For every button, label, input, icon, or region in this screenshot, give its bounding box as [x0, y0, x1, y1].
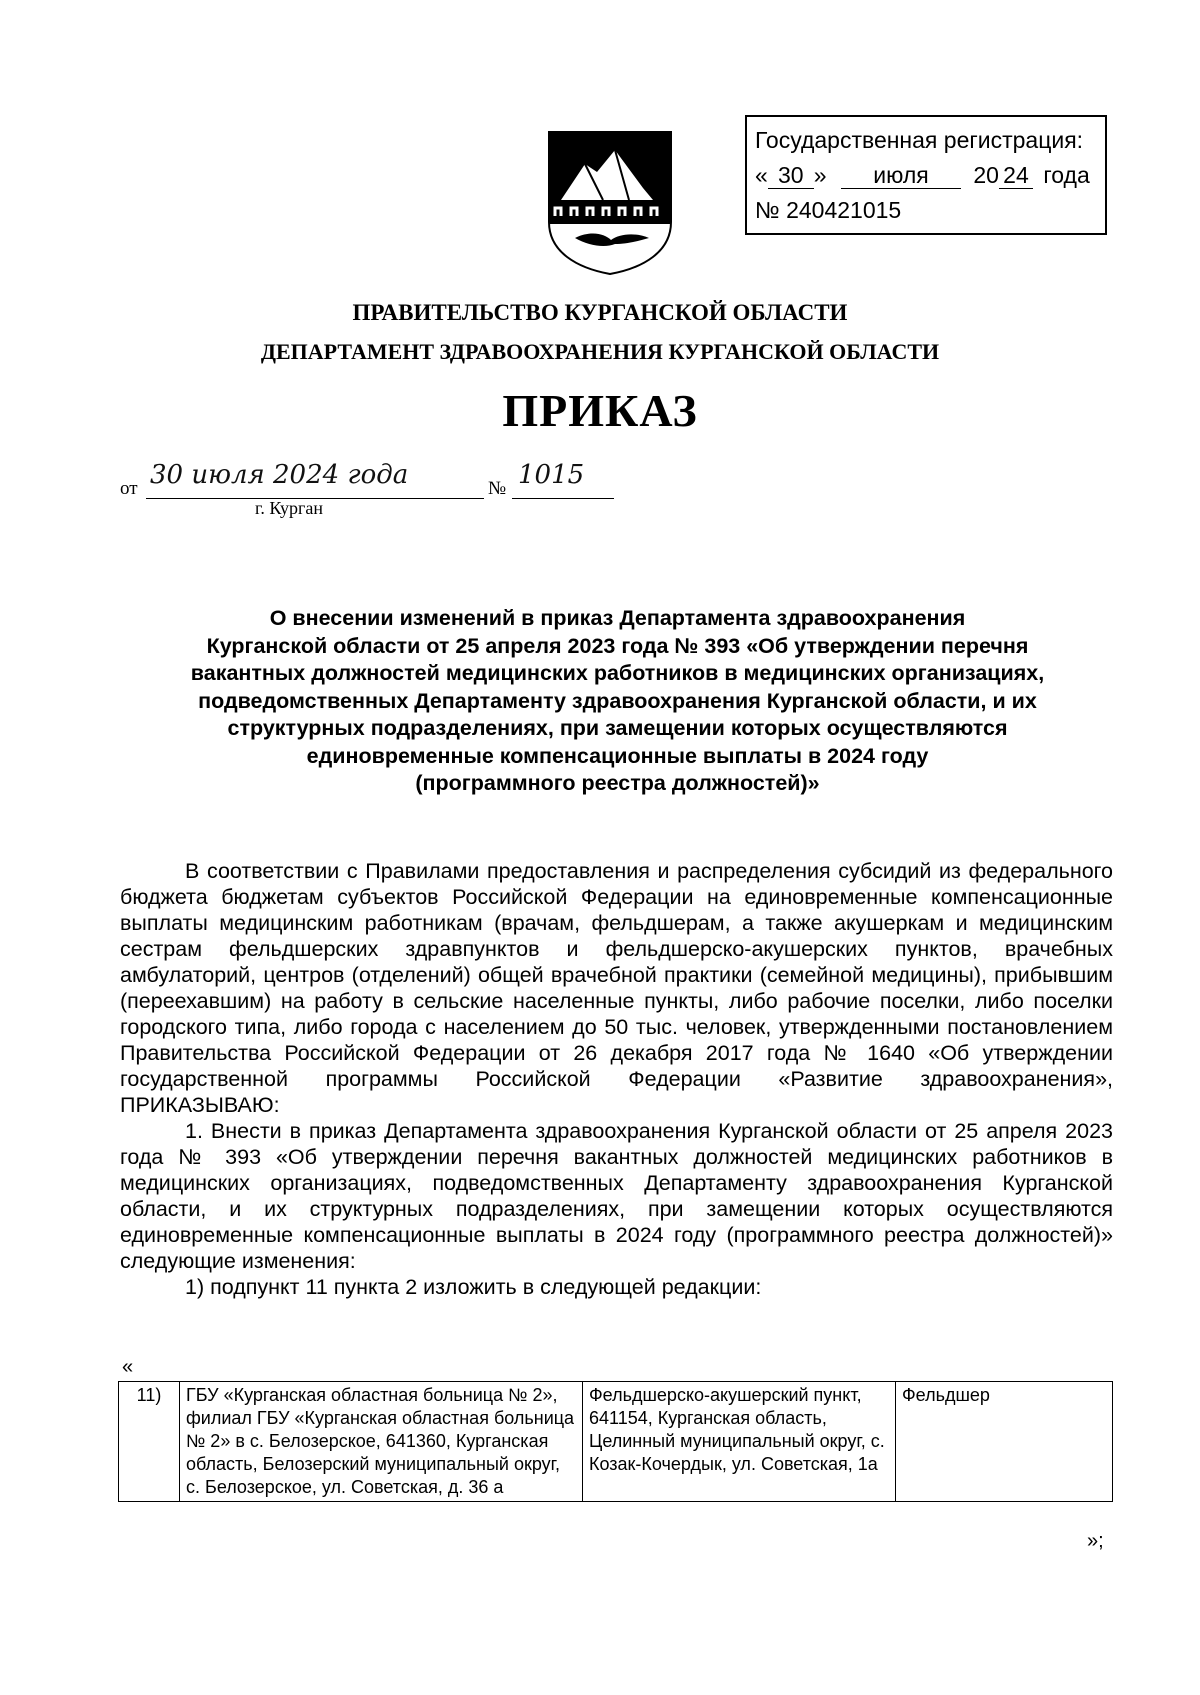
number-label: № — [488, 478, 507, 499]
subject-line: О внесении изменений в приказ Департамента здравоохранения — [269, 606, 966, 630]
registration-year-word: года — [1043, 162, 1090, 188]
row-number-cell: 11) — [119, 1382, 180, 1502]
handwritten-date: 30 июля 2024 года — [150, 460, 409, 490]
from-label: от — [120, 478, 138, 499]
registration-date: « 30 » июля 20 24 года — [755, 162, 1090, 188]
subject-line: структурных подразделениях, при замещении которых осуществляются — [227, 716, 1008, 740]
number-underline — [512, 498, 614, 499]
subject-line: вакантных должностей медицинских работников в медицинских организациях, — [190, 661, 1045, 685]
positions-table — [118, 1381, 1113, 1502]
open-quote-mark: « — [122, 1356, 134, 1378]
preamble-paragraph: В соответствии с Правилами предоставления и распределения субсидий из федерального бюджета бюджетам субъектов Российской Федерации на единовременные компенсационные выплаты медицинским работникам (врачам, фельдшерам, а также акушеркам и медицинским сестрам фельдшерских здравпунктов и фельдшерско-акушерских пунктов, врачебных амбулаторий, центров (отделений) общей врачебной практики (семейной медицины), прибывшим (переехавшим) на работу в сельские населенные пункты, либо рабочие поселки, либо поселки городского типа, либо города с населением до 50 тыс. человек, утвержденными постановлением Правительства Российской Федерации от 26 декабря 2017 года № 1640 «Об утверждении государственной программы Российской Федерации «Развитие здравоохранения», ПРИКАЗЫВАЮ: — [120, 859, 1113, 1117]
item-1-paragraph: 1. Внести в приказ Департамента здравоохранения Курганской области от 25 апреля 2023 года № 393 «Об утверждении перечня вакантных должностей медицинских работников в медицинских организациях, подведомственных Департаменту здравоохранения Курганской области, и их структурных подразделениях, при замещении которых осуществляются единовременные компенсационные выплаты в 2024 году (программного реестра должностей)» следующие изменения: — [120, 1119, 1113, 1273]
city-label: г. Курган — [255, 498, 324, 518]
subitem-1-paragraph: 1) подпункт 11 пункта 2 изложить в следующей редакции: — [185, 1275, 762, 1299]
registration-day: 30 — [768, 162, 814, 189]
close-quote-mark: »; — [1087, 1530, 1104, 1552]
registration-month: июля — [841, 162, 961, 189]
document-type-title: ПРИКАЗ — [502, 385, 698, 436]
handwritten-number: 1015 — [518, 460, 585, 490]
coat-of-arms-emblem — [545, 130, 675, 276]
table-row — [119, 1382, 1113, 1502]
order-subject — [120, 605, 1115, 798]
organization-cell: ГБУ «Курганская областная больница № 2», филиал ГБУ «Курганская областная больница № 2» в с. Белозерское, 641360, Курганская область, Белозерский муниципальный округ, с. Белозерское, ул. Советская, д. 36 а — [180, 1382, 583, 1502]
registration-year-prefix: 20 — [973, 162, 999, 188]
position-cell: Фельдшер — [896, 1382, 1113, 1502]
subject-line: Курганской области от 25 апреля 2023 года № 393 «Об утверждении перечня — [206, 633, 1029, 658]
government-title: ПРАВИТЕЛЬСТВО КУРГАНСКОЙ ОБЛАСТИ — [352, 300, 848, 325]
order-date-line — [120, 460, 640, 508]
order-body — [120, 858, 1113, 1300]
subject-line: (программного реестра должностей)» — [415, 771, 820, 795]
structural-unit-cell: Фельдшерско-акушерский пункт, 641154, Курганская область, Целинный муниципальный округ, с. Козак-Кочердык, ул. Советская, 1а — [583, 1382, 896, 1502]
registration-title: Государственная регистрация: — [755, 127, 1084, 153]
department-title: ДЕПАРТАМЕНТ ЗДРАВООХРАНЕНИЯ КУРГАНСКОЙ ОБЛАСТИ — [260, 339, 940, 364]
registration-number: № 240421015 — [755, 197, 902, 223]
subject-line: подведомственных Департаменту здравоохранения Курганской области, и их — [198, 688, 1037, 713]
registration-stamp-box — [745, 115, 1107, 235]
registration-year-suffix: 24 — [999, 162, 1033, 189]
subject-line: единовременные компенсационные выплаты в 2024 году — [306, 743, 929, 768]
